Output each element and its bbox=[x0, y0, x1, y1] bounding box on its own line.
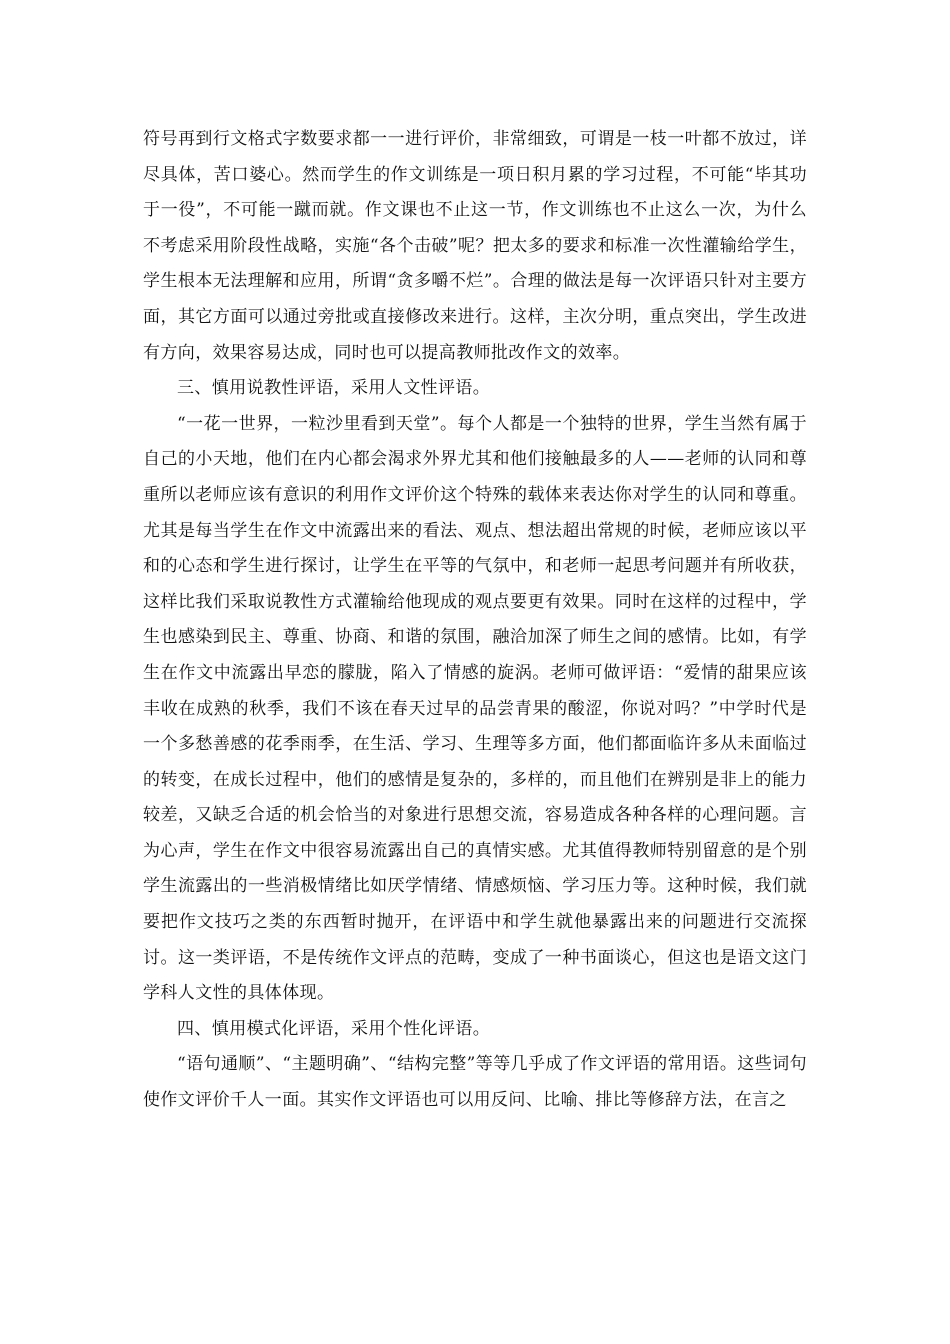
paragraph-body-last: “语句通顺”、“主题明确”、“结构完整”等等几乎成了作文评语的常用语。这些词句使作文评价千人一面。其实作文评语也可以用反问、比喻、排比等修辞方法，在言之 bbox=[143, 1054, 807, 1111]
section-heading-4: 四、慎用模式化评语，采用个性化评语。 bbox=[177, 1018, 491, 1039]
paragraph-continuation: 符号再到行文格式字数要求都一一进行评价，非常细致，可谓是一枝一叶都不放过，详尽具体，苦口婆心。然而学生的作文训练是一项日积月累的学习过程，不可能“毕其功于一役”，不可能一蹴而就。作文课也不止这一节，作文训练也不止这么一次，为什么不考虑采用阶段性战略，实施“各个击破”呢？把太多的要求和标准一次性灌输给学生，学生根本无法理解和应用，所谓“贪多嚼不烂”。合理的做法是每一次评语只针对主要方面，其它方面可以通过旁批或直接修改来进行。这样，主次分明，重点突出，学生改进有方向，效果容易达成，同时也可以提高教师批改作文的效率。 bbox=[143, 129, 807, 363]
section-heading-3: 三、慎用说教性评语，采用人文性评语。 bbox=[177, 378, 491, 399]
paragraph-body: “一花一世界，一粒沙里看到天堂”。每个人都是一个独特的世界，学生当然有属于自己的小天地，他们在内心都会渴求外界尤其和他们接触最多的人——老师的认同和尊重所以老师应该有意识的利用作文评价这个特殊的载体来表达你对学生的认同和尊重。尤其是每当学生在作文中流露出来的看法、观点、想法超出常规的时候，老师应该以平和的心态和学生进行探讨，让学生在平等的气氛中，和老师一起思考问题并有所收获，这样比我们采取说教性方式灌输给他现成的观点要更有效果。同时在这样的过程中，学生也感染到民主、尊重、协商、和谐的氛围，融洽加深了师生之间的感情。比如，有学生在作文中流露出早恋的朦胧，陷入了情感的旋涡。老师可做评语：“爱情的甜果应该丰收在成熟的秋季，我们不该在春天过早的品尝青果的酸涩，你说对吗？”中学时代是一个多愁善感的花季雨季，在生活、学习、生理等多方面，他们都面临许多从未面临过的转变，在成长过程中，他们的感情是复杂的，多样的，而且他们在辨别是非上的能力较差，又缺乏合适的机会恰当的对象进行思想交流，容易造成各种各样的心理问题。言为心声，学生在作文中很容易流露出自己的真情实感。尤其值得教师特别留意的是个别学生流露出的一些消极情绪比如厌学情绪、情感烦恼、学习压力等。这种时候，我们就要把作文技巧之类的东西暂时抛开，在评语中和学生就他暴露出来的问题进行交流探讨。这一类评语，不是传统作文评点的范畴，变成了一种书面谈心，但这也是语文这门学科人文性的具体体现。 bbox=[143, 413, 807, 1004]
document-page bbox=[143, 122, 807, 1119]
